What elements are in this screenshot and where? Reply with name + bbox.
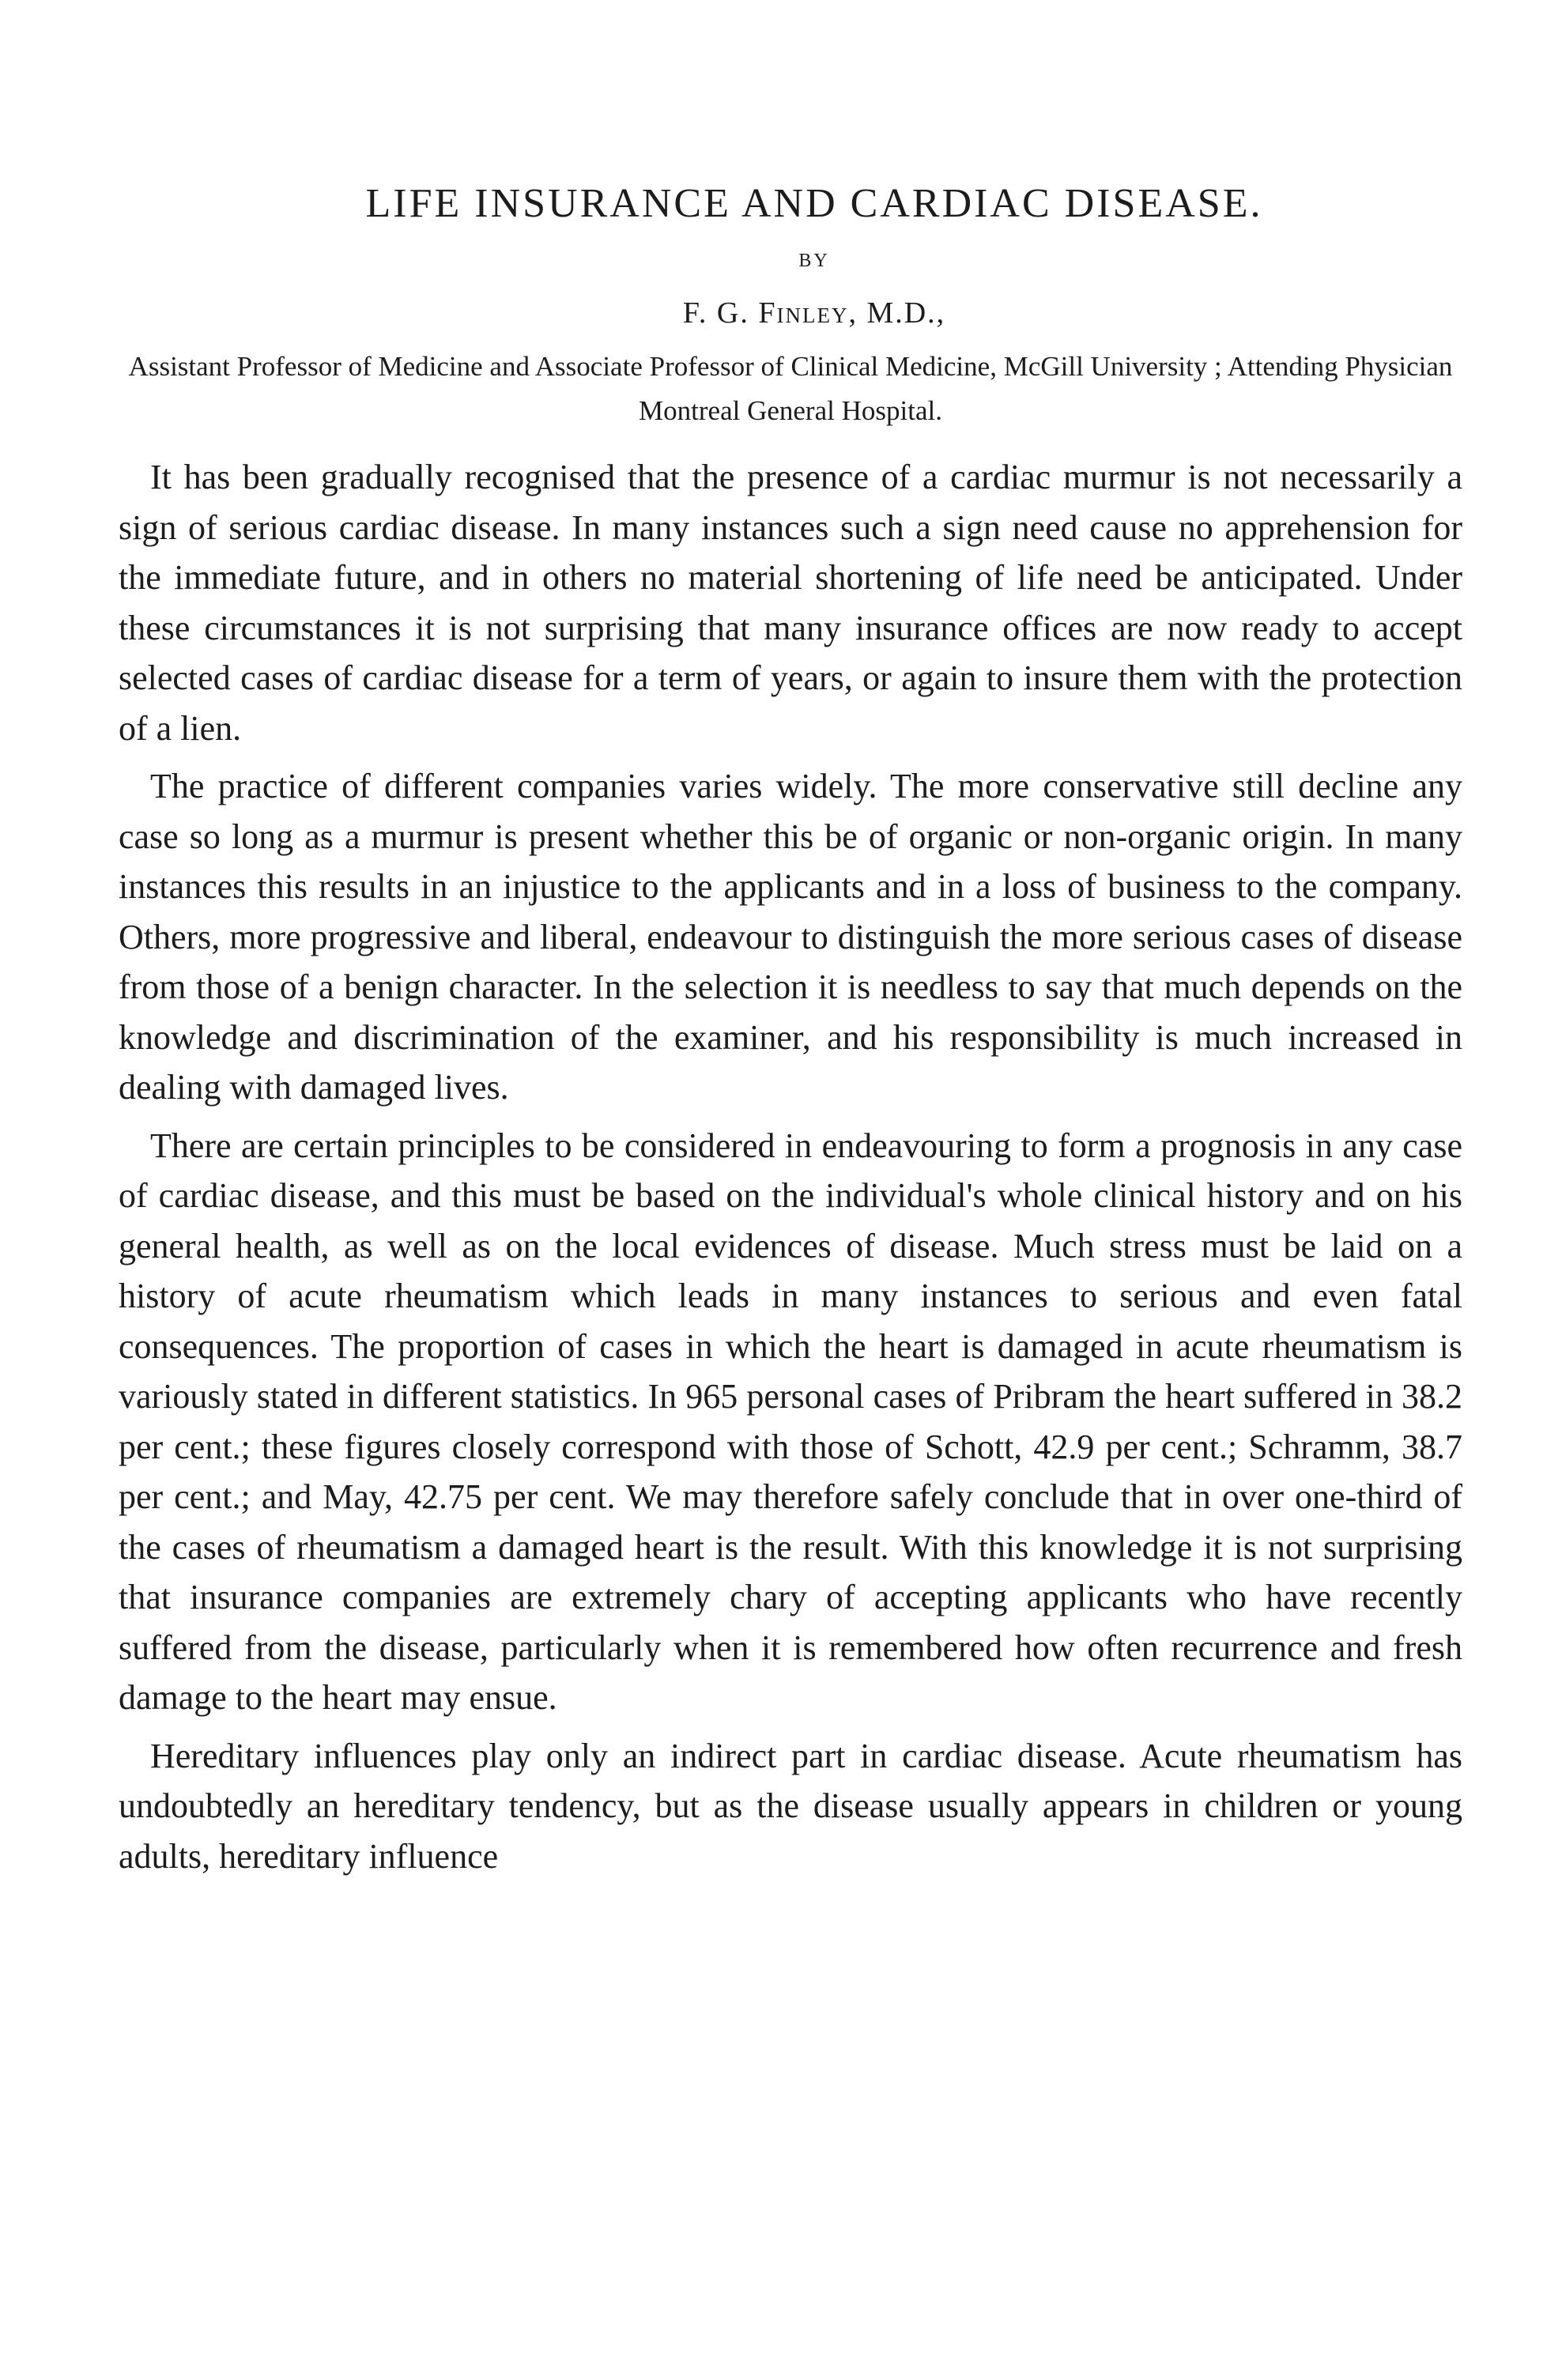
byline-label: BY [798, 251, 830, 271]
paragraph-4: Hereditary influences play only an indirect part in cardiac disease. Acute rheumatism has undoubtedly an hereditary tendency, but as the disease usually appears in children or young adults, hereditary influence [119, 1736, 1462, 1876]
article-body [119, 452, 1462, 1881]
article-title: LIFE INSURANCE AND CARDIAC DISEASE. [365, 181, 1263, 226]
journal-page [119, 158, 1462, 1889]
paragraph-1: It has been gradually recognised that the presence of a cardiac murmur is not necessarily a sign of serious cardiac disease. In many instances such a sign need cause no apprehension for the immediate future, and in others no material shortening of life need be anticipated. Under these circumstances it is not surprising that many insurance offices are now ready to accept selected cases of cardiac disease for a term of years, or again to insure them with the protection of a lien. [119, 458, 1462, 748]
author-name: F. G. Finley, M.D., [682, 296, 946, 330]
author-affiliation: Assistant Professor of Medicine and Associate Professor of Clinical Medicine, McGill University ; Attending Physician Montreal General Hospital. [128, 351, 1453, 426]
paragraph-2: The practice of different companies varies widely. The more conservative still decline any case so long as a murmur is present whether this be of organic or non-organic origin. In many instances this results in an injustice to the applicants and in a loss of business to the company. Others, more progressive and liberal, endeavour to distinguish the more serious cases of disease from those of a benign character. In the selection it is needless to say that much depends on the knowledge and discrimination of the examiner, and his responsibility is much increased in dealing with damaged lives. [119, 767, 1462, 1107]
paragraph-3: There are certain principles to be considered in endeavouring to form a prognosis in any case of cardiac disease, and this must be based on the individual's whole clinical history and on his general health, as well as on the local evidences of disease. Much stress must be laid on a history of acute rheumatism which leads in many instances to serious and even fatal consequences. The proportion of cases in which the heart is damaged in acute rheumatism is variously stated in different statistics. In 965 personal cases of Pribram the heart suffered in 38.2 per cent.; these figures closely correspond with those of Schott, 42.9 per cent.; Schramm, 38.7 per cent.; and May, 42.75 per cent. We may therefore safely conclude that in over one-third of the cases of rheumatism a damaged heart is the result. With this knowledge it is not surprising that insurance companies are extremely chary of accepting applicants who have recently suffered from the disease, particularly when it is remembered how often recurrence and fresh damage to the heart may ensue. [119, 1126, 1462, 1717]
